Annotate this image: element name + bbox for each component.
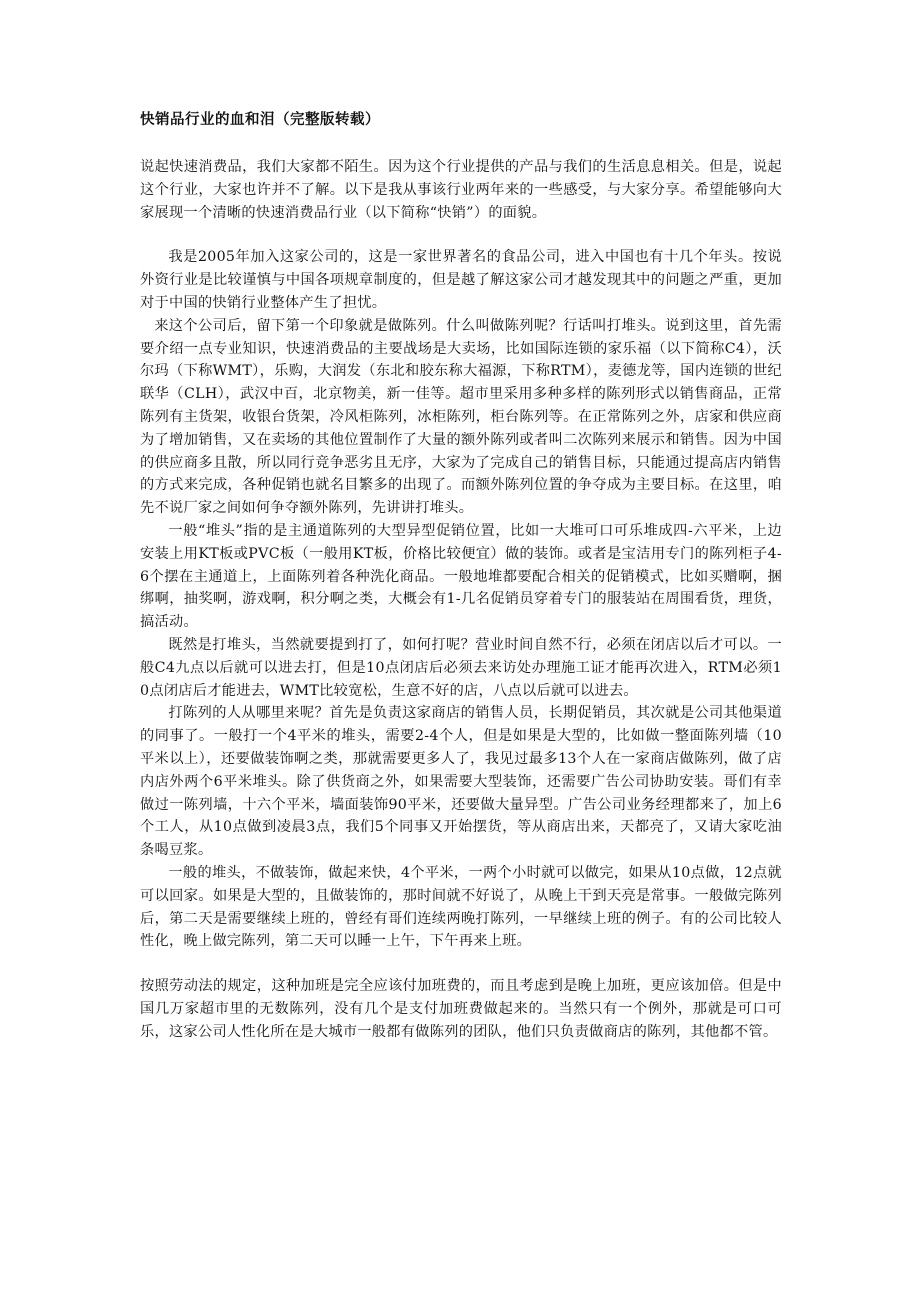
document-title: 快销品行业的血和泪（完整版转载） <box>140 112 380 128</box>
paragraph-when-to-build: 既然是打堆头，当然就要提到打了，如何打呢？营业时间自然不行，必须在闭店以后才可以。一般C4九点以后就可以进去打，但是10点闭店后必须去来访处办理施工证才能再次进入，RTM必须10点闭店后才能进去，WMT比较宽松，生意不好的店，八点以后就可以进去。 <box>140 636 782 699</box>
paragraph-duitou-definition: 一般“堆头”指的是主通道陈列的大型异型促销位置，比如一大堆可口可乐堆成四-六平米，上边安装上用KT板或PVC板（一般用KT板，价格比较便宜）做的装饰。或者是宝洁用专门的陈列柜子4-6个摆在主通道上，上面陈列着各种洗化商品。一般地堆都要配合相关的促销模式，比如买赠啊，捆绑啊，抽奖啊，游戏啊，积分啊之类，大概会有1-几名促销员穿着专门的服装站在周围看货，理货，搞活动。 <box>140 522 782 631</box>
paragraph-joined-company: 我是2005年加入这家公司的，这是一家世界著名的食品公司，进入中国也有十几个年头。按说外资行业是比较谨慎与中国各项规章制度的，但是越了解这家公司才越发现其中的问题之严重，更加对于中国的快销行业整体产生了担忧。 <box>140 249 782 311</box>
paragraph-who-builds: 打陈列的人从哪里来呢？首先是负责这家商店的销售人员，长期促销员，其次就是公司其他渠道的同事了。一般打一个4平米的堆头，需要2-4个人，但是如果是大型的，比如做一整面陈列墙（10平米以上），还要做装饰啊之类，那就需要更多人了，我见过最多13个人在一家商店做陈列，做了店内店外两个6平米堆头。除了供货商之外，如果需要大型装饰，还需要广告公司协助安装。哥们有幸做过一陈列墙，十六个平米，墙面装饰90平米，还要做大量异型。广告公司业务经理都来了，加上6个工人，从10点做到凌晨3点，我们5个同事又开始摆货，等从商店出来，天都亮了，又请大家吃油条喝豆浆。 <box>140 705 782 859</box>
document-page <box>140 108 782 1043</box>
paragraph-intro: 说起快速消费品，我们大家都不陌生。因为这个行业提供的产品与我们的生活息息相关。但是，说起这个行业，大家也许并不了解。以下是我从事该行业两年来的一些感受，与大家分享。希望能够向大家展现一个清晰的快速消费品行业（以下简称“快销”）的面貌。 <box>140 159 782 221</box>
paragraph-labor-law: 按照劳动法的规定，这种加班是完全应该付加班费的，而且考虑到是晚上加班，更应该加倍。但是中国几万家超市里的无数陈列，没有几个是支付加班费做起来的。当然只有一个例外，那就是可口可乐，这家公司人性化所在是大城市一般都有做陈列的团队，他们只负责做商店的陈列，其他都不管。 <box>140 978 782 1040</box>
paragraph-time-needed: 一般的堆头，不做装饰，做起来快，4个平米，一两个小时就可以做完，如果从10点做，12点就可以回家。如果是大型的，且做装饰的，那时间就不好说了，从晚上干到天亮是常事。一般做完陈列后，第二天是需要继续上班的，曾经有哥们连续两晚打陈列，一早继续上班的例子。有的公司比较人性化，晚上做完陈列，第二天可以睡一上午，下午再来上班。 <box>140 864 782 950</box>
paragraph-display: 来这个公司后，留下第一个印象就是做陈列。什么叫做陈列呢？行话叫打堆头。说到这里，首先需要介绍一点专业知识，快速消费品的主要战场是大卖场，比如国际连锁的家乐福（以下简称C4），沃尔玛（下称WMT），乐购，大润发（东北和胶东称大福源，下称RTM），麦德龙等，国内连锁的世纪联华（CLH），武汉中百，北京物美，新一佳等。超市里采用多种多样的陈列形式以销售商品，正常陈列有主货架，收银台货架，冷风柜陈列，冰柜陈列，柜台陈列等。在正常陈列之外，店家和供应商为了增加销售，又在卖场的其他位置制作了大量的额外陈列或者叫二次陈列来展示和销售。因为中国的供应商多且散，所以同行竞争恶劣且无序，大家为了完成自己的销售目标，只能通过提高店内销售的方式来完成，各种促销也就名目繁多的出现了。而额外陈列位置的争夺成为主要目标。在这里，咱先不说厂家之间如何争夺额外陈列，先讲讲打堆头。 <box>140 317 782 517</box>
